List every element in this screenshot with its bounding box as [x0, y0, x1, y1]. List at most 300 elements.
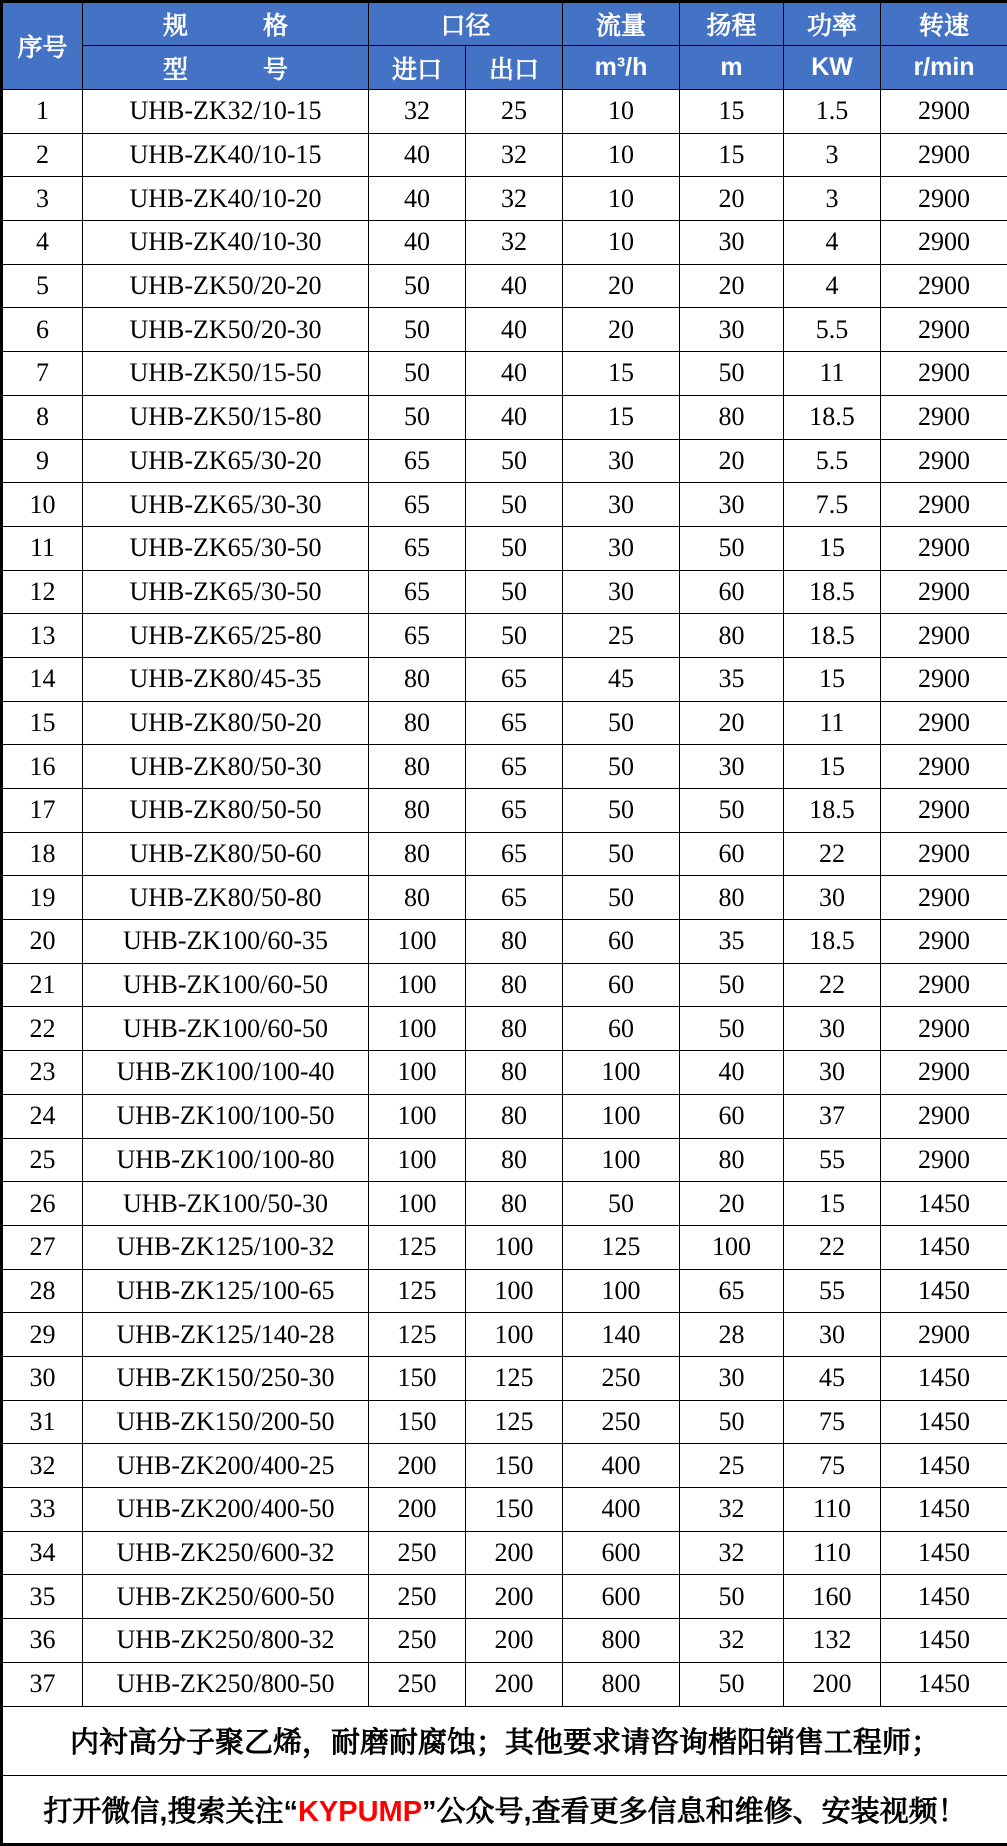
cell-flow: 50 [563, 745, 680, 789]
table-row [2, 177, 1007, 221]
cell-inlet: 65 [369, 483, 466, 527]
cell-speed: 2900 [881, 395, 1007, 439]
header-row-2 [2, 46, 1007, 90]
cell-inlet: 40 [369, 133, 466, 177]
cell-flow: 10 [563, 177, 680, 221]
cell-serial: 5 [2, 264, 83, 308]
cell-inlet: 65 [369, 614, 466, 658]
cell-serial: 22 [2, 1007, 83, 1051]
cell-outlet: 65 [466, 745, 563, 789]
cell-speed: 2900 [881, 221, 1007, 265]
cell-flow: 10 [563, 90, 680, 134]
cell-inlet: 100 [369, 1094, 466, 1138]
cell-head: 20 [680, 701, 784, 745]
cell-speed: 2900 [881, 1138, 1007, 1182]
cell-serial: 30 [2, 1356, 83, 1400]
cell-outlet: 80 [466, 963, 563, 1007]
cell-inlet: 100 [369, 1182, 466, 1226]
cell-flow: 25 [563, 614, 680, 658]
header-spec: 规 格 [83, 2, 369, 46]
cell-inlet: 80 [369, 745, 466, 789]
cell-speed: 2900 [881, 614, 1007, 658]
cell-serial: 7 [2, 352, 83, 396]
cell-serial: 17 [2, 789, 83, 833]
brand-kypump: KYPUMP [297, 1795, 423, 1828]
header-head-unit: m [680, 46, 784, 90]
cell-model: UHB-ZK40/10-20 [83, 177, 369, 221]
cell-speed: 2900 [881, 526, 1007, 570]
header-flow: 流量 [563, 2, 680, 46]
cell-speed: 2900 [881, 1007, 1007, 1051]
cell-head: 15 [680, 133, 784, 177]
cell-speed: 2900 [881, 789, 1007, 833]
cell-model: UHB-ZK250/800-32 [83, 1619, 369, 1663]
cell-outlet: 100 [466, 1269, 563, 1313]
cell-serial: 35 [2, 1575, 83, 1619]
cell-speed: 2900 [881, 745, 1007, 789]
cell-inlet: 125 [369, 1269, 466, 1313]
cell-power: 3 [784, 177, 881, 221]
header-power-unit: KW [784, 46, 881, 90]
cell-inlet: 200 [369, 1444, 466, 1488]
cell-model: UHB-ZK50/15-80 [83, 395, 369, 439]
cell-serial: 4 [2, 221, 83, 265]
cell-power: 15 [784, 1182, 881, 1226]
cell-head: 60 [680, 832, 784, 876]
cell-inlet: 50 [369, 395, 466, 439]
note-row-wechat [2, 1775, 1007, 1844]
cell-power: 7.5 [784, 483, 881, 527]
cell-head: 80 [680, 395, 784, 439]
cell-inlet: 80 [369, 701, 466, 745]
cell-power: 30 [784, 1007, 881, 1051]
cell-speed: 2900 [881, 570, 1007, 614]
cell-speed: 1450 [881, 1356, 1007, 1400]
cell-outlet: 40 [466, 395, 563, 439]
table-row [2, 395, 1007, 439]
cell-power: 160 [784, 1575, 881, 1619]
cell-flow: 50 [563, 832, 680, 876]
cell-inlet: 150 [369, 1400, 466, 1444]
cell-inlet: 150 [369, 1356, 466, 1400]
cell-power: 30 [784, 1051, 881, 1095]
table-row [2, 1662, 1007, 1706]
cell-serial: 11 [2, 526, 83, 570]
table-row [2, 657, 1007, 701]
cell-flow: 15 [563, 352, 680, 396]
cell-power: 22 [784, 963, 881, 1007]
cell-power: 132 [784, 1619, 881, 1663]
cell-power: 55 [784, 1269, 881, 1313]
cell-speed: 2900 [881, 483, 1007, 527]
cell-power: 3 [784, 133, 881, 177]
cell-outlet: 65 [466, 789, 563, 833]
cell-inlet: 32 [369, 90, 466, 134]
cell-serial: 20 [2, 920, 83, 964]
cell-head: 35 [680, 657, 784, 701]
cell-flow: 30 [563, 439, 680, 483]
cell-head: 20 [680, 439, 784, 483]
cell-outlet: 80 [466, 920, 563, 964]
wechat-note-prefix: 打开微信,搜索关注“ [43, 1795, 298, 1828]
cell-serial: 27 [2, 1225, 83, 1269]
cell-power: 11 [784, 701, 881, 745]
cell-flow: 400 [563, 1488, 680, 1532]
cell-outlet: 100 [466, 1225, 563, 1269]
cell-inlet: 40 [369, 177, 466, 221]
table-row [2, 1051, 1007, 1095]
cell-head: 20 [680, 1182, 784, 1226]
cell-model: UHB-ZK100/100-80 [83, 1138, 369, 1182]
cell-serial: 21 [2, 963, 83, 1007]
cell-flow: 30 [563, 570, 680, 614]
cell-speed: 2900 [881, 439, 1007, 483]
cell-serial: 28 [2, 1269, 83, 1313]
cell-power: 18.5 [784, 395, 881, 439]
cell-outlet: 32 [466, 221, 563, 265]
cell-inlet: 100 [369, 1051, 466, 1095]
cell-model: UHB-ZK40/10-15 [83, 133, 369, 177]
cell-head: 50 [680, 1662, 784, 1706]
cell-flow: 60 [563, 920, 680, 964]
cell-head: 50 [680, 1575, 784, 1619]
cell-model: UHB-ZK80/50-60 [83, 832, 369, 876]
cell-serial: 3 [2, 177, 83, 221]
cell-head: 50 [680, 526, 784, 570]
cell-model: UHB-ZK100/60-35 [83, 920, 369, 964]
table-row [2, 1575, 1007, 1619]
cell-speed: 2900 [881, 701, 1007, 745]
cell-outlet: 200 [466, 1531, 563, 1575]
cell-power: 75 [784, 1444, 881, 1488]
cell-flow: 600 [563, 1575, 680, 1619]
cell-model: UHB-ZK65/30-30 [83, 483, 369, 527]
cell-outlet: 50 [466, 614, 563, 658]
cell-speed: 1450 [881, 1225, 1007, 1269]
cell-outlet: 65 [466, 876, 563, 920]
cell-outlet: 80 [466, 1138, 563, 1182]
table-row [2, 963, 1007, 1007]
cell-outlet: 80 [466, 1182, 563, 1226]
cell-head: 60 [680, 570, 784, 614]
cell-model: UHB-ZK100/60-50 [83, 1007, 369, 1051]
cell-inlet: 80 [369, 832, 466, 876]
cell-inlet: 65 [369, 570, 466, 614]
table-row [2, 264, 1007, 308]
table-row [2, 1444, 1007, 1488]
cell-inlet: 125 [369, 1313, 466, 1357]
cell-flow: 10 [563, 133, 680, 177]
cell-model: UHB-ZK100/50-30 [83, 1182, 369, 1226]
cell-power: 18.5 [784, 614, 881, 658]
cell-flow: 20 [563, 308, 680, 352]
cell-serial: 10 [2, 483, 83, 527]
cell-outlet: 50 [466, 570, 563, 614]
cell-head: 50 [680, 1007, 784, 1051]
table-row [2, 1488, 1007, 1532]
cell-outlet: 50 [466, 439, 563, 483]
cell-flow: 100 [563, 1051, 680, 1095]
cell-power: 4 [784, 221, 881, 265]
cell-inlet: 125 [369, 1225, 466, 1269]
cell-outlet: 150 [466, 1444, 563, 1488]
cell-model: UHB-ZK80/45-35 [83, 657, 369, 701]
cell-model: UHB-ZK65/30-20 [83, 439, 369, 483]
cell-speed: 2900 [881, 963, 1007, 1007]
cell-serial: 34 [2, 1531, 83, 1575]
cell-speed: 2900 [881, 177, 1007, 221]
cell-speed: 2900 [881, 308, 1007, 352]
cell-outlet: 200 [466, 1619, 563, 1663]
cell-head: 40 [680, 1051, 784, 1095]
cell-outlet: 32 [466, 133, 563, 177]
cell-inlet: 50 [369, 264, 466, 308]
cell-inlet: 200 [369, 1488, 466, 1532]
cell-head: 50 [680, 352, 784, 396]
cell-model: UHB-ZK250/600-50 [83, 1575, 369, 1619]
cell-outlet: 40 [466, 352, 563, 396]
cell-head: 15 [680, 90, 784, 134]
table-row [2, 483, 1007, 527]
cell-inlet: 100 [369, 1007, 466, 1051]
cell-head: 30 [680, 1356, 784, 1400]
cell-model: UHB-ZK80/50-20 [83, 701, 369, 745]
header-power: 功率 [784, 2, 881, 46]
table-row [2, 1400, 1007, 1444]
cell-serial: 15 [2, 701, 83, 745]
cell-speed: 2900 [881, 90, 1007, 134]
table-row [2, 439, 1007, 483]
cell-inlet: 50 [369, 352, 466, 396]
cell-model: UHB-ZK50/20-20 [83, 264, 369, 308]
cell-model: UHB-ZK80/50-50 [83, 789, 369, 833]
cell-power: 15 [784, 657, 881, 701]
cell-speed: 1450 [881, 1400, 1007, 1444]
header-serial: 序号 [2, 2, 83, 90]
table-row [2, 1356, 1007, 1400]
header-model: 型 号 [83, 46, 369, 90]
cell-serial: 29 [2, 1313, 83, 1357]
cell-head: 32 [680, 1488, 784, 1532]
cell-inlet: 80 [369, 876, 466, 920]
cell-speed: 2900 [881, 264, 1007, 308]
cell-head: 30 [680, 221, 784, 265]
table-row [2, 832, 1007, 876]
cell-power: 30 [784, 876, 881, 920]
cell-inlet: 250 [369, 1619, 466, 1663]
cell-outlet: 65 [466, 657, 563, 701]
cell-serial: 25 [2, 1138, 83, 1182]
cell-inlet: 80 [369, 657, 466, 701]
cell-speed: 2900 [881, 1313, 1007, 1357]
header-head: 扬程 [680, 2, 784, 46]
cell-flow: 600 [563, 1531, 680, 1575]
table-row [2, 526, 1007, 570]
cell-model: UHB-ZK50/20-30 [83, 308, 369, 352]
cell-serial: 14 [2, 657, 83, 701]
table-footer [2, 1706, 1007, 1844]
cell-flow: 45 [563, 657, 680, 701]
cell-head: 80 [680, 876, 784, 920]
cell-head: 80 [680, 614, 784, 658]
cell-speed: 2900 [881, 352, 1007, 396]
cell-speed: 1450 [881, 1619, 1007, 1663]
cell-speed: 2900 [881, 876, 1007, 920]
cell-power: 45 [784, 1356, 881, 1400]
table-row [2, 133, 1007, 177]
cell-power: 18.5 [784, 570, 881, 614]
cell-model: UHB-ZK100/100-40 [83, 1051, 369, 1095]
cell-model: UHB-ZK65/25-80 [83, 614, 369, 658]
cell-flow: 140 [563, 1313, 680, 1357]
cell-flow: 50 [563, 1182, 680, 1226]
cell-power: 200 [784, 1662, 881, 1706]
table-row [2, 1094, 1007, 1138]
cell-power: 15 [784, 526, 881, 570]
cell-inlet: 50 [369, 308, 466, 352]
cell-flow: 20 [563, 264, 680, 308]
table-row [2, 789, 1007, 833]
cell-flow: 60 [563, 963, 680, 1007]
cell-model: UHB-ZK80/50-80 [83, 876, 369, 920]
cell-power: 75 [784, 1400, 881, 1444]
cell-power: 5.5 [784, 439, 881, 483]
cell-flow: 50 [563, 789, 680, 833]
cell-serial: 16 [2, 745, 83, 789]
cell-serial: 24 [2, 1094, 83, 1138]
table-row [2, 614, 1007, 658]
cell-flow: 800 [563, 1662, 680, 1706]
cell-model: UHB-ZK200/400-25 [83, 1444, 369, 1488]
cell-speed: 1450 [881, 1531, 1007, 1575]
cell-inlet: 40 [369, 221, 466, 265]
cell-model: UHB-ZK40/10-30 [83, 221, 369, 265]
cell-flow: 15 [563, 395, 680, 439]
cell-flow: 250 [563, 1356, 680, 1400]
cell-speed: 1450 [881, 1488, 1007, 1532]
table-row [2, 1619, 1007, 1663]
cell-flow: 100 [563, 1094, 680, 1138]
cell-model: UHB-ZK125/140-28 [83, 1313, 369, 1357]
cell-power: 22 [784, 832, 881, 876]
table-row [2, 1225, 1007, 1269]
cell-flow: 30 [563, 526, 680, 570]
cell-serial: 18 [2, 832, 83, 876]
cell-model: UHB-ZK125/100-65 [83, 1269, 369, 1313]
cell-inlet: 100 [369, 1138, 466, 1182]
header-speed: 转速 [881, 2, 1007, 46]
cell-outlet: 80 [466, 1007, 563, 1051]
cell-head: 28 [680, 1313, 784, 1357]
cell-head: 30 [680, 745, 784, 789]
cell-flow: 400 [563, 1444, 680, 1488]
cell-flow: 50 [563, 701, 680, 745]
wechat-note [2, 1775, 1007, 1844]
cell-speed: 1450 [881, 1444, 1007, 1488]
cell-head: 50 [680, 963, 784, 1007]
table-row [2, 221, 1007, 265]
cell-head: 50 [680, 789, 784, 833]
cell-outlet: 125 [466, 1356, 563, 1400]
cell-model: UHB-ZK200/400-50 [83, 1488, 369, 1532]
header-row-1 [2, 2, 1007, 46]
cell-outlet: 200 [466, 1575, 563, 1619]
table-row [2, 90, 1007, 134]
cell-model: UHB-ZK65/30-50 [83, 526, 369, 570]
cell-speed: 2900 [881, 920, 1007, 964]
cell-flow: 100 [563, 1138, 680, 1182]
cell-power: 30 [784, 1313, 881, 1357]
cell-speed: 1450 [881, 1182, 1007, 1226]
cell-inlet: 80 [369, 789, 466, 833]
cell-model: UHB-ZK125/100-32 [83, 1225, 369, 1269]
table-row [2, 1269, 1007, 1313]
cell-power: 22 [784, 1225, 881, 1269]
table-row [2, 876, 1007, 920]
table-row [2, 920, 1007, 964]
cell-inlet: 65 [369, 439, 466, 483]
cell-model: UHB-ZK250/800-50 [83, 1662, 369, 1706]
cell-outlet: 150 [466, 1488, 563, 1532]
cell-head: 20 [680, 264, 784, 308]
header-speed-unit: r/min [881, 46, 1007, 90]
table-row [2, 1182, 1007, 1226]
cell-serial: 31 [2, 1400, 83, 1444]
table-row [2, 570, 1007, 614]
header-flow-unit: m³/h [563, 46, 680, 90]
cell-model: UHB-ZK250/600-32 [83, 1531, 369, 1575]
cell-power: 15 [784, 745, 881, 789]
cell-head: 32 [680, 1619, 784, 1663]
cell-inlet: 250 [369, 1662, 466, 1706]
cell-power: 5.5 [784, 308, 881, 352]
note-row-material [2, 1706, 1007, 1775]
cell-speed: 2900 [881, 1051, 1007, 1095]
cell-power: 37 [784, 1094, 881, 1138]
cell-model: UHB-ZK150/250-30 [83, 1356, 369, 1400]
cell-outlet: 40 [466, 308, 563, 352]
table-row [2, 1313, 1007, 1357]
cell-serial: 1 [2, 90, 83, 134]
cell-flow: 60 [563, 1007, 680, 1051]
cell-outlet: 80 [466, 1051, 563, 1095]
cell-serial: 2 [2, 133, 83, 177]
cell-serial: 37 [2, 1662, 83, 1706]
cell-flow: 800 [563, 1619, 680, 1663]
cell-serial: 23 [2, 1051, 83, 1095]
cell-outlet: 50 [466, 526, 563, 570]
cell-serial: 19 [2, 876, 83, 920]
table-row [2, 308, 1007, 352]
cell-power: 110 [784, 1488, 881, 1532]
header-inlet: 进口 [369, 46, 466, 90]
cell-serial: 6 [2, 308, 83, 352]
cell-model: UHB-ZK65/30-50 [83, 570, 369, 614]
cell-model: UHB-ZK50/15-50 [83, 352, 369, 396]
cell-outlet: 65 [466, 832, 563, 876]
cell-flow: 10 [563, 221, 680, 265]
cell-inlet: 100 [369, 963, 466, 1007]
cell-head: 32 [680, 1531, 784, 1575]
cell-outlet: 25 [466, 90, 563, 134]
wechat-note-suffix: ”公众号,查看更多信息和维修、安装视频！ [422, 1795, 967, 1828]
header-diameter: 口径 [369, 2, 563, 46]
cell-model: UHB-ZK150/200-50 [83, 1400, 369, 1444]
cell-model: UHB-ZK100/60-50 [83, 963, 369, 1007]
cell-outlet: 50 [466, 483, 563, 527]
cell-head: 20 [680, 177, 784, 221]
cell-head: 60 [680, 1094, 784, 1138]
